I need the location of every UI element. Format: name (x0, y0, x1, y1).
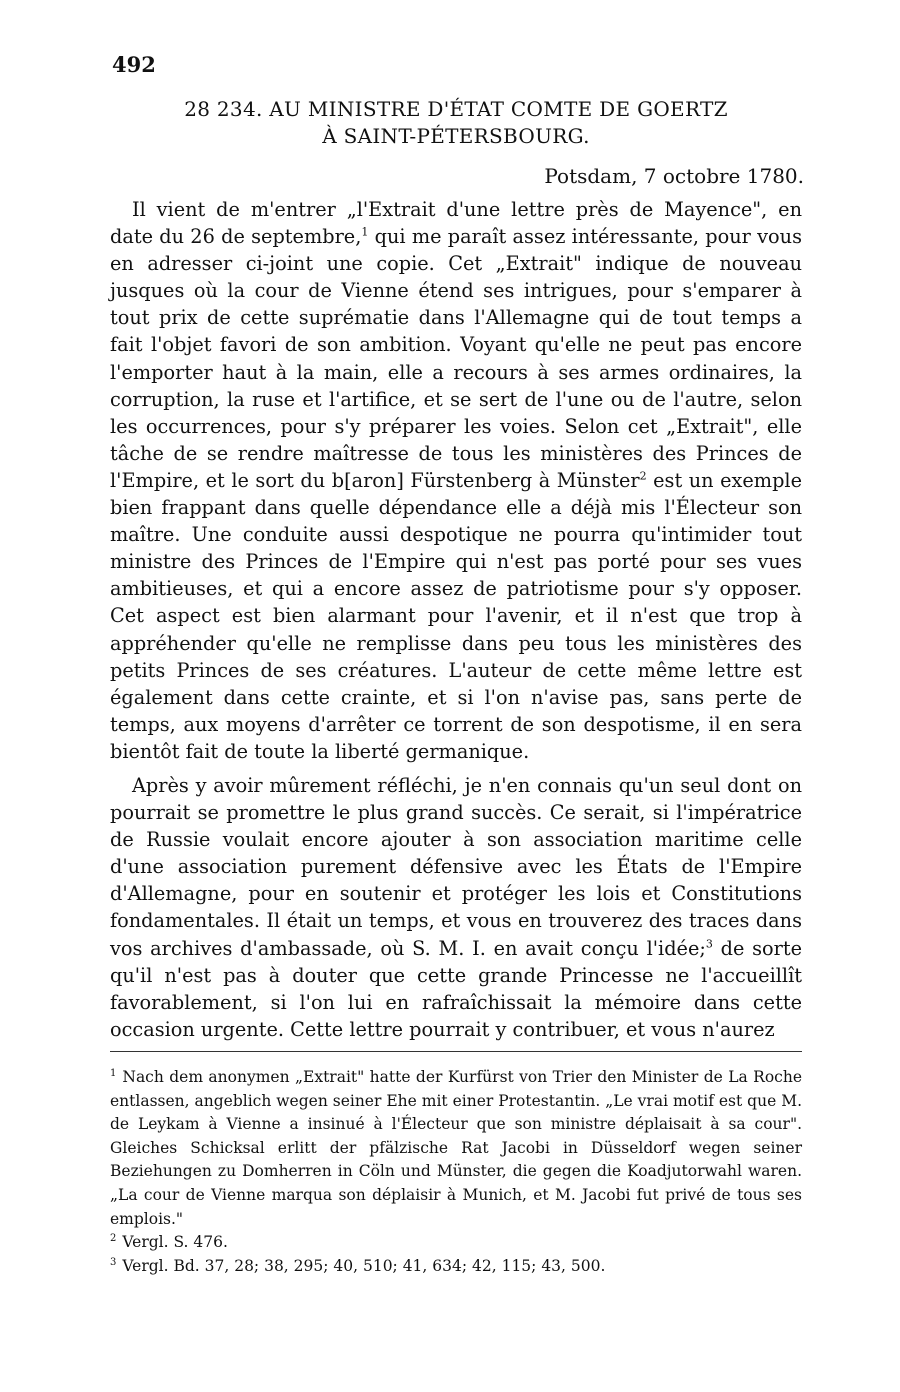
paragraph-1-part-c: est un exemple bien frappant dans quelle dépendance elle a déjà mis l'Électeur son maître. Une conduite aussi despotique ne pourra qu'intimider tout ministre des Princes de l'Empire qui n'est pas porté pour ses vues ambitieuses, et qui a encore assez de patriotisme pour s'y opposer. Cet aspect est bien alarmant pour l'avenir, et il n'est que trop à appréhender qu'elle ne remplisse dans peu tous les ministères des petits Princes de ses créatures. L'auteur de cette même lettre est également dans cette crainte, et si l'on n'avise pas, sans perte de temps, aux moyens d'arrêter ce torrent de son despotisme, il en sera bientôt fait de toute la liberté germanique. (110, 468, 802, 763)
letter-body (110, 196, 802, 1050)
page-number: 492 (112, 52, 156, 77)
paragraph-2-part-a: Après y avoir mûrement réfléchi, je n'en connais qu'un seul dont on pourrait se promettre le plus grand succès. Ce serait, si l'impératrice de Russie voulait encore ajouter à son association maritime celle d'une association purement défensive avec les États de l'Empire d'Allemagne, pour en soutenir et protéger les lois et Constitutions fondamentales. Il était un temps, et vous en trouverez des traces dans vos archives d'ambassade, où S. M. I. en avait conçu l'idée; (110, 773, 802, 960)
footnote-ref-2: 2 (639, 469, 647, 483)
footnote-3 (110, 1255, 802, 1279)
paragraph-1-part-a: Il vient de m'entrer „l'Extrait d'une lettre près de Mayence", en date du 26 de septembre, (110, 198, 802, 249)
footnote-1-mark: 1 (110, 1067, 117, 1079)
footnotes (110, 1066, 802, 1278)
paragraph-1 (110, 196, 802, 765)
footnote-2-mark: 2 (110, 1233, 117, 1244)
paragraph-1-part-b: qui me paraît assez intéressante, pour vous en adresser ci-joint une copie. Cet „Extrait" indique de nouveau jusques où la cour de Vienne étend ses intrigues, pour s'emparer à tout prix de cette suprématie dans l'Allemagne qui de tout temps a fait l'objet favori de son ambition. Voyant qu'elle ne peut pas encore l'emporter haut à la main, elle a recours à ses armes ordinaires, la corruption, la ruse et l'artifice, et se sert de l'une ou de l'autre, selon les occurrences, pour s'y préparer les voies. Selon cet „Extrait", elle tâche de se rendre maîtresse de tous les ministères des Princes de l'Empire, et le sort du b[aron] Fürstenberg à Münster (110, 225, 802, 492)
footnote-3-text: Vergl. Bd. 37, 28; 38, 295; 40, 510; 41, 634; 42, 115; 43, 500. (122, 1256, 606, 1275)
paragraph-2-part-b: de sorte qu'il n'est pas à douter que cette grande Princesse ne l'accueillît favorablement, si l'on lui en rafraîchissait la mémoire dans cette occasion urgente. Cette lettre pourrait y contribuer, et vous n'aurez (110, 936, 802, 1041)
footnote-3-mark: 3 (110, 1256, 117, 1268)
heading-line-1: 28 234. AU MINISTRE D'ÉTAT COMTE DE GOERTZ (184, 97, 728, 121)
heading-line-2: À SAINT-PÉTERSBOURG. (322, 124, 590, 148)
footnote-ref-1: 1 (361, 225, 369, 239)
dateline: Potsdam, 7 octobre 1780. (544, 164, 804, 188)
letter-heading (110, 96, 802, 150)
footnote-1 (110, 1066, 802, 1231)
footnote-1-text: Nach dem anonymen „Extrait" hatte der Kurfürst von Trier den Minister de La Roche entlassen, angeblich wegen seiner Ehe mit einer Protestantin. „Le vrai motif est que M. de Leykam à Vienne a insinué à l'Électeur que son ministre déplaisait à sa cour". Gleiches Schicksal erlitt der pfälzische Rat Jacobi in Düsseldorf wegen seiner Beziehungen zu Domherren in Cöln und Münster, die gegen die Koadjutorwahl waren. „La cour de Vienne marqua son déplaisir à Munich, et M. Jacobi fut privé de tous ses emplois." (110, 1068, 802, 1228)
footnote-ref-3: 3 (705, 937, 713, 951)
footnote-2 (110, 1231, 802, 1255)
footnote-2-text: Vergl. S. 476. (122, 1233, 228, 1252)
paragraph-2 (110, 772, 802, 1043)
footnote-divider (110, 1051, 802, 1052)
